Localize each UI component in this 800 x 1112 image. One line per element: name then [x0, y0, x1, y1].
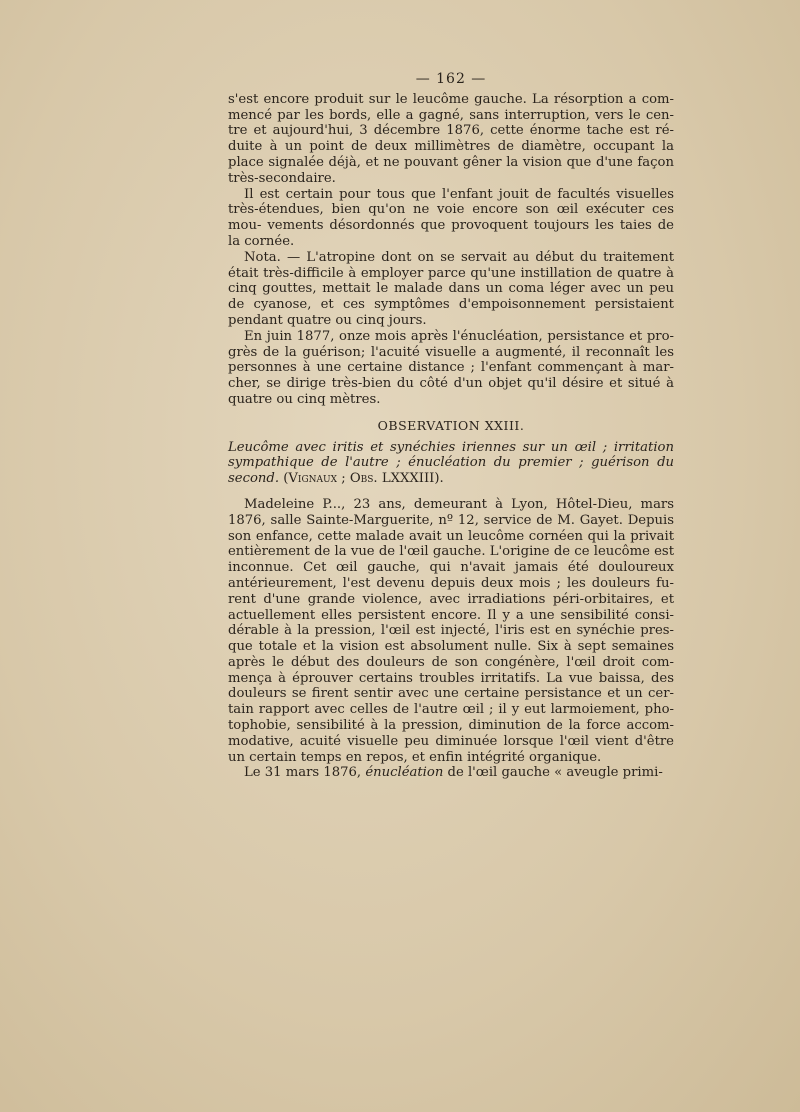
observation-last-line	[228, 765, 674, 781]
paragraph-june-1877: En juin 1877, onze mois après l'énucléation, persistance et pro- grès de la guérison; l'acuité visuelle a augmenté, il reconnaît les personnes à une certaine distance ; l'enfant commençant à mar- cher, se dirige très-bien du côté d'un objet qu'il désire et situé à quatre ou cinq mètres.	[228, 328, 674, 407]
page-number: — 162 —	[415, 71, 487, 87]
text-block	[228, 72, 674, 781]
observation-body: Madeleine P..., 23 ans, demeurant à Lyon, Hôtel-Dieu, mars 1876, salle Sainte-Marguerite, nº 12, service de M. Gayet. Depuis son enfance, cette malade avait un leucôme cornéen qui la privait entièrement de la vue de l'œil gauche. L'origine de ce leucôme est inconnue. Cet œil gauche, qui n'avait jamais été douloureux antérieurement, l'est devenu depuis deux mois ; les douleurs fu- rent d'une grande violence, avec irradiations péri-orbitaires, et actuellement elles persistent encore. Il y a une sensibilité consi- dérable à la pression, l'œil est injecté, l'iris est en synéchie pres- que totale et la vision est absolument nulle. Six à sept semaines après le début des douleurs de son congénère, l'œil droit com- mença à éprouver certains troubles irritatifs. La vue baissa, des douleurs se firent sentir avec une certaine persistance et un cer- tain rapport avec celles de l'autre œil ; il y eut larmoiement, pho- tophobie, sensibilité à la pression, diminution de la force accom- modative, acuité visuelle peu diminuée lorsque l'œil vient d'être un certain temps en repos, et enfin intégrité organique.	[228, 496, 674, 765]
observation-summary-text: Leucôme avec iritis et synéchies iriennes sur un œil ; irritation sympathique de l'autre ; énucléation du premier ; guérison du second.	[228, 439, 674, 487]
paragraph-nota: Nota. — L'atropine dont on se servait au début du traitement était très-difficile à employer parce qu'une instillation de quatre à cinq gouttes, mettait le malade dans un coma léger avec un peu de cyanose, et ces symptômes d'empoisonnement persistaient pendant quatre ou cinq jours.	[228, 249, 674, 328]
paragraph-continuation: s'est encore produit sur le leucôme gauche. La résorption a com- mencé par les bords, elle a gagné, sans interruption, vers le cen- tre et aujourd'hui, 3 décembre 1876, cette énorme tache est ré- duite à un point de deux millimètres de diamètre, occupant la place signalée déjà, et ne pouvant gêner la vision que d'une façon très-secondaire.	[228, 91, 674, 186]
observation-heading: OBSERVATION XXIII.	[377, 417, 525, 433]
observation-summary	[228, 440, 674, 487]
paragraph-visual-faculties: Il est certain pour tous que l'enfant jouit de facultés visuelles très-étendues, bien qu'on ne voie encore son œil exécuter ces mou- vements désordonnés que provoquent toujours les taies de la cornée.	[228, 186, 674, 249]
last-line-italic: énucléation	[365, 765, 444, 781]
last-line-suffix: de l'œil gauche « aveugle primi-	[443, 765, 663, 781]
observation-source: (Vignaux ; Obs. LXXXIII).	[283, 471, 444, 487]
last-line-prefix: Le 31 mars 1876,	[244, 765, 366, 781]
